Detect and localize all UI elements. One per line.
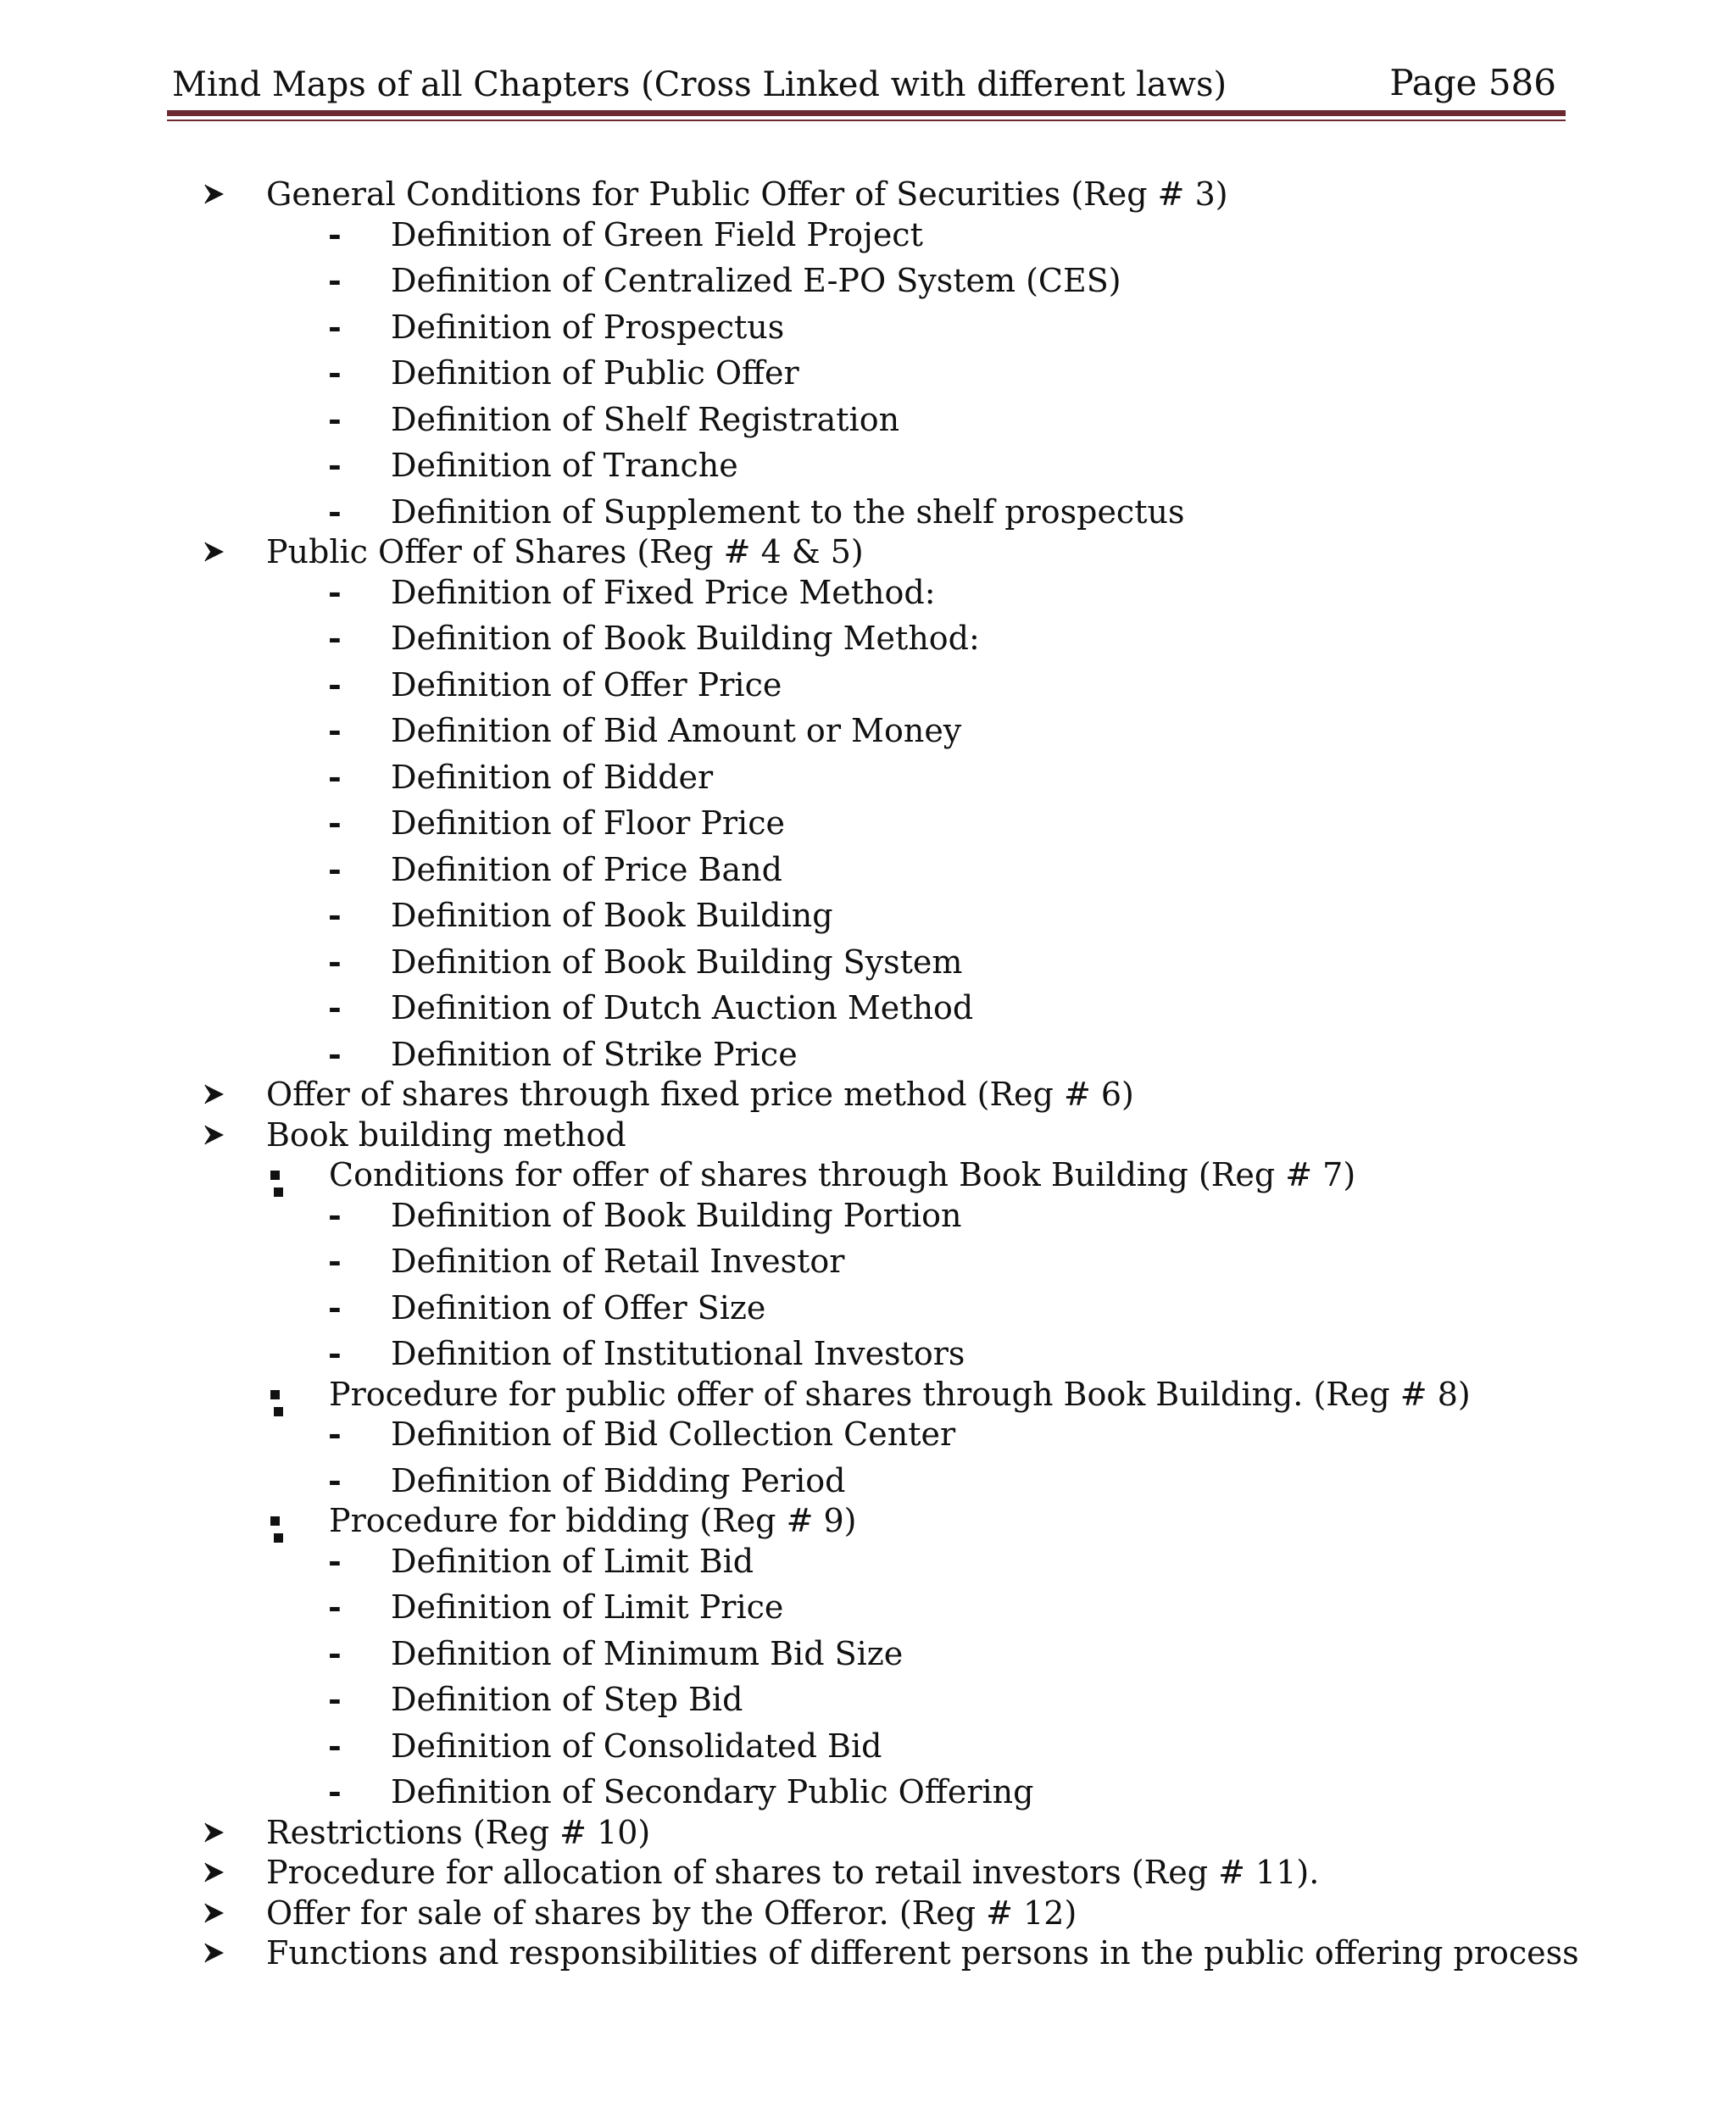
- outline-item-text: Definition of Price Band: [391, 851, 782, 888]
- dash-bullet-icon: -: [328, 850, 342, 888]
- outline-item-text: Definition of Public Offer: [391, 354, 799, 392]
- square-bullet-icon: [270, 1516, 280, 1526]
- outline-item-text: Definition of Bidder: [391, 759, 714, 796]
- dash-bullet-icon: -: [328, 1772, 342, 1810]
- dash-bullet-icon: -: [328, 1242, 342, 1280]
- outline-item-text: Definition of Retail Investor: [391, 1243, 845, 1280]
- dash-bullet-icon: -: [328, 261, 342, 299]
- dash-bullet-icon: -: [328, 665, 342, 704]
- outline-item-text: Definition of Bid Amount or Money: [391, 712, 962, 749]
- page-number: Page 586: [1389, 62, 1556, 103]
- dash-bullet-icon: -: [328, 446, 342, 484]
- outline-item-text: Definition of Book Building: [391, 897, 833, 934]
- outline-item-text: Definition of Green Field Project: [391, 216, 923, 253]
- outline-item-text: Procedure for public offer of shares through Book Building. (Reg # 8): [329, 1376, 1471, 1413]
- dash-bullet-icon: -: [328, 1334, 342, 1372]
- square-bullet-icon: [270, 1171, 280, 1180]
- dash-bullet-icon: -: [328, 1634, 342, 1672]
- arrow-bullet-icon: [203, 531, 225, 563]
- outline-item-text: Definition of Centralized E-PO System (CES): [391, 262, 1121, 299]
- outline-item-text: Public Offer of Shares (Reg # 4 & 5): [266, 533, 864, 570]
- outline-item-text: Definition of Strike Price: [391, 1036, 798, 1073]
- outline-item-text: Restrictions (Reg # 10): [266, 1814, 651, 1851]
- outline-item-text: Offer of shares through fixed price method (Reg # 6): [266, 1076, 1134, 1113]
- dash-bullet-icon: -: [328, 711, 342, 749]
- arrow-bullet-icon: [203, 1892, 225, 1924]
- outline-item-text: Definition of Book Building Method:: [391, 620, 980, 657]
- outline-item-text: Procedure for bidding (Reg # 9): [329, 1502, 857, 1539]
- outline-item-text: Definition of Limit Price: [391, 1588, 784, 1626]
- outline-item-text: Definition of Shelf Registration: [391, 401, 900, 438]
- dash-bullet-icon: -: [328, 988, 342, 1026]
- outline-item-text: Definition of Bidding Period: [391, 1462, 846, 1499]
- dash-bullet-icon: -: [328, 943, 342, 981]
- outline-item-text: Definition of Supplement to the shelf prospectus: [391, 493, 1185, 531]
- outline-item-text: Definition of Dutch Auction Method: [391, 989, 974, 1026]
- outline-item-text: Definition of Step Bid: [391, 1681, 743, 1718]
- outline-item-text: General Conditions for Public Offer of Securities (Reg # 3): [266, 175, 1228, 213]
- dash-bullet-icon: -: [328, 492, 342, 531]
- outline-item-text: Definition of Limit Bid: [391, 1543, 754, 1580]
- outline-item-text: Conditions for offer of shares through Book Building (Reg # 7): [329, 1156, 1356, 1193]
- dash-bullet-icon: -: [328, 1461, 342, 1499]
- arrow-bullet-icon: [203, 1073, 225, 1105]
- arrow-bullet-icon: [203, 1811, 225, 1844]
- dash-bullet-icon: -: [328, 308, 342, 346]
- header-title: Mind Maps of all Chapters (Cross Linked with different laws): [172, 65, 1227, 104]
- outline-item-text: Definition of Minimum Bid Size: [391, 1635, 904, 1672]
- dash-bullet-icon: -: [328, 1415, 342, 1453]
- arrow-bullet-icon: [203, 1932, 225, 1964]
- outline-item-text: Definition of Book Building Portion: [391, 1197, 962, 1234]
- outline-item-text: Offer for sale of shares by the Offeror. (Reg # 12): [266, 1894, 1077, 1932]
- dash-bullet-icon: -: [328, 353, 342, 392]
- dash-bullet-icon: -: [328, 400, 342, 438]
- dash-bullet-icon: -: [328, 758, 342, 796]
- dash-bullet-icon: -: [328, 1588, 342, 1626]
- outline-item-text: Definition of Bid Collection Center: [391, 1416, 956, 1453]
- dash-bullet-icon: -: [328, 1727, 342, 1765]
- dash-bullet-icon: -: [328, 896, 342, 934]
- dash-bullet-icon: -: [328, 1288, 342, 1327]
- arrow-bullet-icon: [203, 1851, 225, 1883]
- outline-item-text: Definition of Tranche: [391, 447, 738, 484]
- square-bullet-icon: [270, 1390, 280, 1399]
- outline-item-text: Definition of Consolidated Bid: [391, 1727, 882, 1765]
- dash-bullet-icon: -: [328, 619, 342, 657]
- dash-bullet-icon: -: [328, 573, 342, 611]
- dash-bullet-icon: -: [328, 1196, 342, 1234]
- outline-item-text: Procedure for allocation of shares to retail investors (Reg # 11).: [266, 1854, 1320, 1891]
- outline-item-text: Definition of Floor Price: [391, 804, 785, 842]
- outline-item-text: Definition of Institutional Investors: [391, 1335, 965, 1372]
- outline-item-text: Definition of Book Building System: [391, 943, 963, 981]
- outline-item-text: Book building method: [266, 1116, 626, 1154]
- dash-bullet-icon: -: [328, 1035, 342, 1073]
- outline-item-text: Functions and responsibilities of different persons in the public offering process: [266, 1934, 1579, 1972]
- outline-item-text: Definition of Prospectus: [391, 309, 785, 346]
- dash-bullet-icon: -: [328, 1680, 342, 1718]
- dash-bullet-icon: -: [328, 215, 342, 253]
- outline-item-text: Definition of Fixed Price Method:: [391, 574, 936, 611]
- dash-bullet-icon: -: [328, 804, 342, 842]
- dash-bullet-icon: -: [328, 1542, 342, 1580]
- outline-item-text: Definition of Offer Price: [391, 666, 782, 704]
- outline-item-text: Definition of Offer Size: [391, 1289, 766, 1327]
- outline-item-text: Definition of Secondary Public Offering: [391, 1773, 1034, 1810]
- arrow-bullet-icon: [203, 1114, 225, 1146]
- arrow-bullet-icon: [203, 173, 225, 205]
